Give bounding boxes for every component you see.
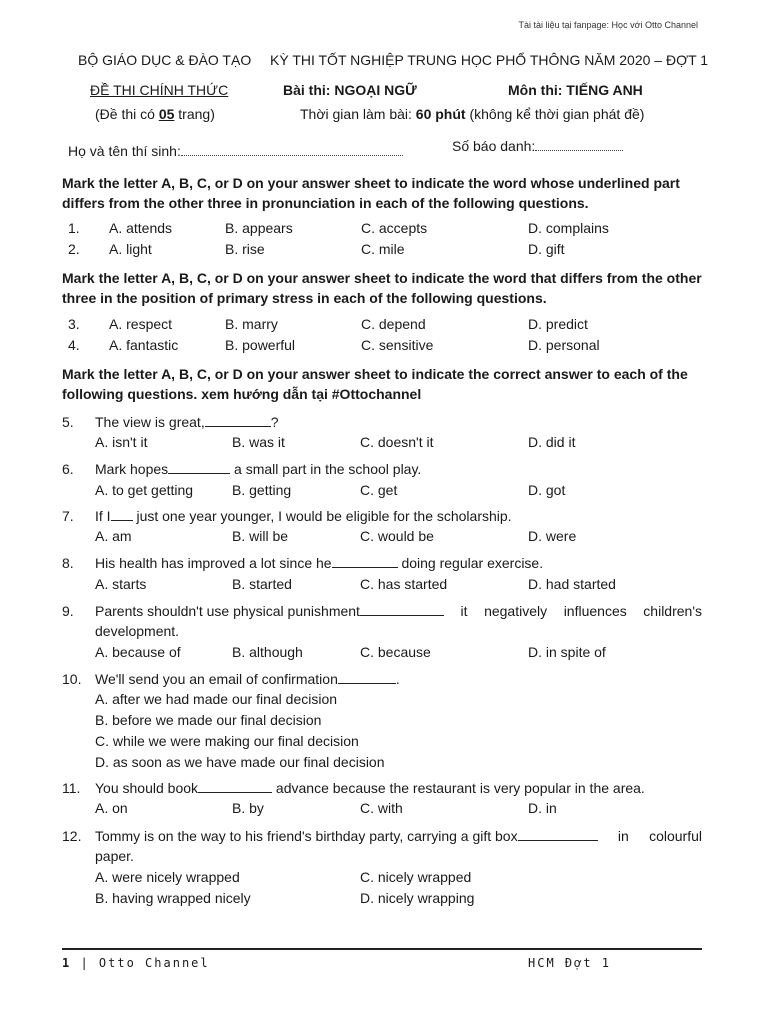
question-10 xyxy=(62,669,702,773)
stem-end: advance because the restaurant is very popular in the area. xyxy=(272,780,645,796)
stem-start: The view is great, xyxy=(95,414,205,430)
stem-start: Tommy is on the way to his friend's birthday party, carrying a gift box xyxy=(95,828,518,844)
section-2-instruction: Mark the letter A, B, C, or D on your answer sheet to indicate the word that differs from the other three in the position of primary stress in each of the following questions. xyxy=(62,270,702,306)
question-stem xyxy=(95,826,702,846)
options xyxy=(95,574,702,594)
candidate-id-label: Số báo danh: xyxy=(452,138,536,154)
footer-channel: | Otto Channel xyxy=(80,956,210,970)
question-number: 2. xyxy=(68,241,80,257)
time-suffix: (không kể thời gian phát đề) xyxy=(465,106,645,122)
footer-right: HCM Đợt 1 xyxy=(528,956,612,970)
section-3-instruction: Mark the letter A, B, C, or D on your answer sheet to indicate the correct answer to each of the following questions. xem hướng dẫn tại #Ottochannel xyxy=(62,366,688,402)
stem-word: children's xyxy=(643,603,702,619)
option-c: C. doesn't it xyxy=(360,434,434,450)
option-b: B. before we made our final decision xyxy=(95,712,322,728)
question-number: 10. xyxy=(62,671,82,687)
question-12 xyxy=(62,826,702,910)
question-stem xyxy=(95,778,645,798)
candidate-name-dots xyxy=(181,143,403,156)
option-a: A. respect xyxy=(109,316,173,332)
option-d: D. in spite of xyxy=(528,644,606,660)
option-d: D. gift xyxy=(528,241,565,257)
option-b: B. although xyxy=(232,644,303,660)
option-a: A. after we had made our final decision xyxy=(95,691,338,707)
candidate-name-label: Họ và tên thí sinh: xyxy=(68,143,181,159)
stem-start: Parents shouldn't use physical punishment xyxy=(95,603,360,619)
options xyxy=(95,480,702,500)
time-info xyxy=(300,106,644,122)
candidate-id-dots xyxy=(535,138,623,151)
answer-blank xyxy=(198,780,272,793)
option-c: C. while we were making our final decision xyxy=(95,733,359,749)
option-d: D. predict xyxy=(528,316,588,332)
question-number: 9. xyxy=(62,603,74,619)
answer-blank xyxy=(205,414,271,427)
question-stem-line-2: paper. xyxy=(95,848,134,864)
question-number: 5. xyxy=(62,414,74,430)
footer-left xyxy=(62,956,210,970)
question-number: 1. xyxy=(68,220,80,236)
option-c: C. because xyxy=(360,644,431,660)
option-c: C. nicely wrapped xyxy=(360,869,472,885)
question-3 xyxy=(62,316,702,336)
option-c: C. accepts xyxy=(361,220,428,236)
option-b: B. will be xyxy=(232,528,289,544)
question-stem xyxy=(95,506,512,526)
question-stem-line-2: development. xyxy=(95,623,180,639)
answer-blank xyxy=(332,555,398,568)
stem-word: in xyxy=(617,828,629,844)
stem-word: influences xyxy=(563,603,627,619)
stem-part xyxy=(95,601,444,621)
candidate-id-field xyxy=(452,138,623,154)
option-a: A. am xyxy=(95,528,132,544)
options xyxy=(95,432,702,452)
question-1 xyxy=(62,220,702,240)
candidate-name-field xyxy=(68,143,403,159)
time-value: 60 phút xyxy=(415,106,466,122)
question-stem xyxy=(95,601,702,621)
stem-word: negatively xyxy=(484,603,548,619)
question-11 xyxy=(62,778,702,820)
option-a: A. light xyxy=(109,241,152,257)
option-c: C. with xyxy=(360,800,403,816)
stem-end: just one year younger, I would be eligible for the scholarship. xyxy=(132,508,512,524)
option-d: D. were xyxy=(528,528,577,544)
question-stem xyxy=(95,553,543,573)
option-b: B. marry xyxy=(225,316,278,332)
question-number: 11. xyxy=(62,780,81,796)
answer-blank xyxy=(168,461,230,474)
options xyxy=(95,642,702,662)
option-a: A. on xyxy=(95,800,128,816)
stem-start: We'll send you an email of confirmation xyxy=(95,671,338,687)
option-d: D. did it xyxy=(528,434,576,450)
options xyxy=(95,526,702,546)
option-a: A. attends xyxy=(109,220,173,236)
page-number: 1 xyxy=(62,956,72,970)
option-d: D. got xyxy=(528,482,566,498)
question-number: 12. xyxy=(62,828,82,844)
option-c: C. sensitive xyxy=(361,337,434,353)
question-stem xyxy=(95,412,279,432)
question-5 xyxy=(62,412,702,454)
question-9 xyxy=(62,601,702,665)
exam-title: KỲ THI TỐT NGHIỆP TRUNG HỌC PHỔ THÔNG NĂM 2020 – ĐỢT 1 xyxy=(270,52,709,68)
options xyxy=(95,867,702,909)
question-number: 8. xyxy=(62,555,74,571)
stem-start: You should book xyxy=(95,780,199,796)
question-number: 6. xyxy=(62,461,74,477)
question-7 xyxy=(62,506,702,548)
question-6 xyxy=(62,459,702,501)
question-4 xyxy=(62,337,702,357)
official-label: ĐỀ THI CHÍNH THỨC xyxy=(90,82,229,98)
stem-word: colourful xyxy=(649,828,702,844)
question-stem xyxy=(95,669,400,689)
option-a: A. isn't it xyxy=(95,434,148,450)
option-a: A. because of xyxy=(95,644,181,660)
option-c: C. has started xyxy=(360,576,448,592)
option-c: C. depend xyxy=(361,316,426,332)
option-b: B. was it xyxy=(232,434,285,450)
options xyxy=(95,798,702,818)
option-b: B. rise xyxy=(225,241,265,257)
stem-end: ? xyxy=(270,414,279,430)
option-c: C. would be xyxy=(360,528,434,544)
answer-blank xyxy=(111,508,133,521)
stem-start: If I xyxy=(95,508,111,524)
test-label: Bài thi: NGOẠI NGỮ xyxy=(283,82,417,98)
option-b: B. having wrapped nicely xyxy=(95,890,251,906)
time-prefix: Thời gian làm bài: xyxy=(300,106,416,122)
subject-label: Môn thi: TIẾNG ANH xyxy=(508,82,643,98)
option-b: B. getting xyxy=(232,482,292,498)
option-d: D. nicely wrapping xyxy=(360,890,475,906)
option-a: A. were nicely wrapped xyxy=(95,869,240,885)
option-d: D. personal xyxy=(528,337,600,353)
footer-divider xyxy=(62,948,702,950)
question-number: 3. xyxy=(68,316,80,332)
question-number: 4. xyxy=(68,337,80,353)
stem-start: His health has improved a lot since he xyxy=(95,555,332,571)
option-a: A. to get getting xyxy=(95,482,194,498)
answer-blank xyxy=(518,828,598,841)
option-a: A. starts xyxy=(95,576,147,592)
stem-end: doing regular exercise. xyxy=(397,555,544,571)
pages-count: 05 xyxy=(158,106,175,122)
option-b: B. powerful xyxy=(225,337,296,353)
option-d: D. had started xyxy=(528,576,616,592)
question-2 xyxy=(62,241,702,261)
stem-part xyxy=(95,826,598,846)
stem-start: Mark hopes xyxy=(95,461,169,477)
answer-blank xyxy=(338,671,396,684)
section-1-instruction: Mark the letter A, B, C, or D on your answer sheet to indicate the word whose underlined part differs from the other three in pronunciation in each of the following questions. xyxy=(62,175,680,211)
option-d: D. in xyxy=(528,800,557,816)
option-b: B. appears xyxy=(225,220,293,236)
pages-info xyxy=(95,106,215,122)
question-8 xyxy=(62,553,702,595)
option-b: B. started xyxy=(232,576,292,592)
question-number: 7. xyxy=(62,508,74,524)
pages-suffix: trang) xyxy=(174,106,215,122)
fanpage-note: Tài tài liệu tại fanpage: Học với Otto Channel xyxy=(518,20,698,30)
option-b: B. by xyxy=(232,800,264,816)
stem-word: it xyxy=(460,603,468,619)
option-d: D. as soon as we have made our final decision xyxy=(95,754,385,770)
question-stem xyxy=(95,459,421,479)
ministry-title: BỘ GIÁO DỤC & ĐÀO TẠO xyxy=(78,52,252,68)
option-c: C. get xyxy=(360,482,398,498)
stem-end: a small part in the school play. xyxy=(230,461,422,477)
pages-prefix: (Đề thi có xyxy=(95,106,159,122)
options xyxy=(95,689,702,773)
stem-end: . xyxy=(395,671,400,687)
option-d: D. complains xyxy=(528,220,609,236)
option-a: A. fantastic xyxy=(109,337,179,353)
option-c: C. mile xyxy=(361,241,405,257)
answer-blank xyxy=(360,603,444,616)
